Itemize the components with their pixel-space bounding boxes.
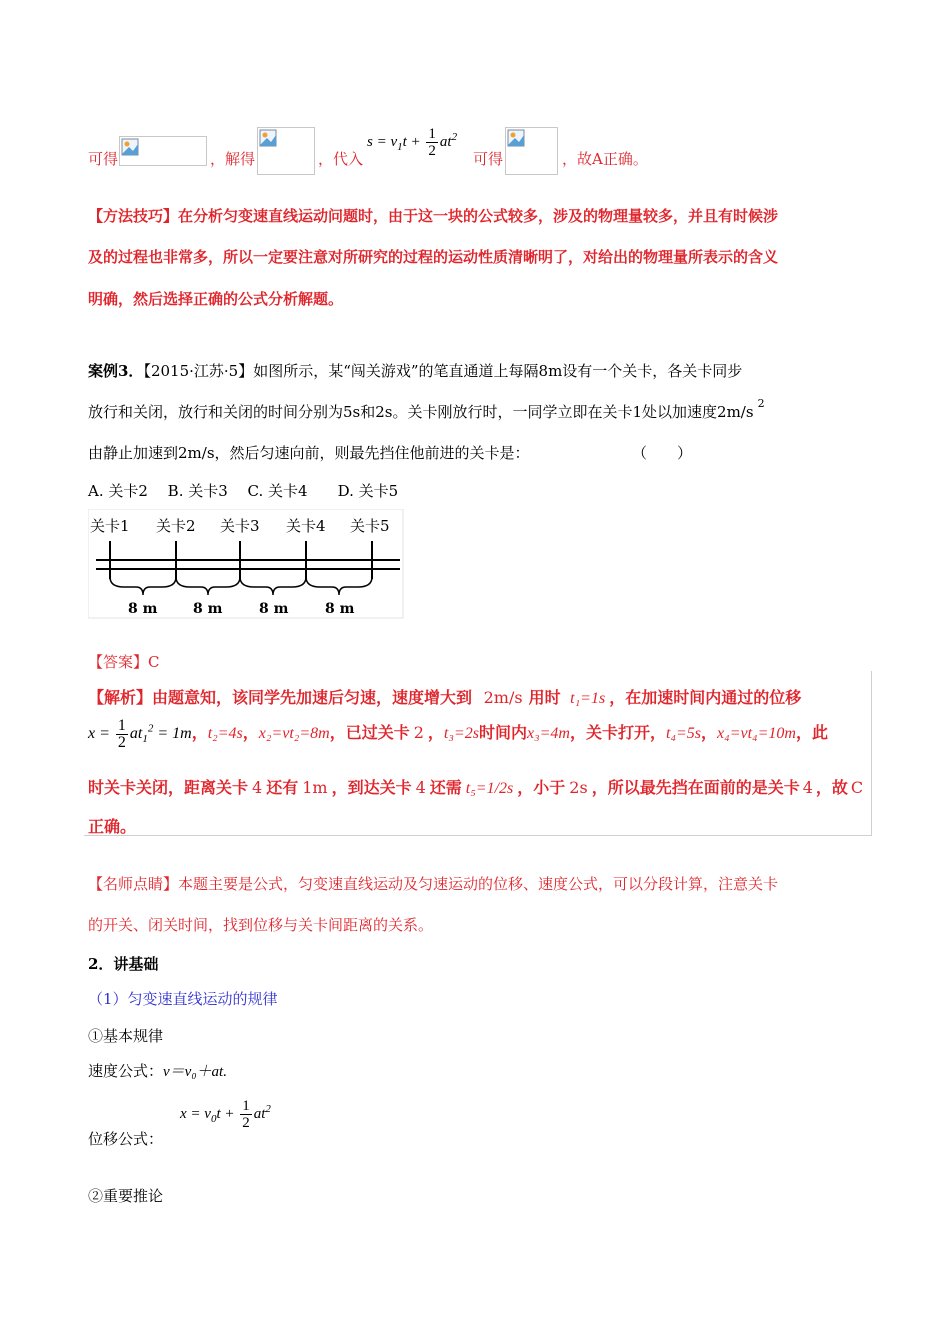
case3-paren: （ ） <box>632 444 693 462</box>
gate-label-4: 关卡4 <box>286 517 326 535</box>
analysis-text: 由题意知，该同学先加速后匀速，速度增大到 <box>152 688 473 707</box>
displacement-formula: $x = v_0t$ + $\frac{1}{2}$ $at^2$ <box>180 1098 271 1131</box>
analysis-text: 时间内 <box>478 723 527 743</box>
case3-options: A. 关卡2 B. 关卡3 C. 关卡4 D. 关卡5 <box>88 482 399 500</box>
method-line-1: 【方法技巧】在分析匀变速直线运动问题时，由于这一块的公式较多，涉及的物理量较多，并且有时候涉 <box>88 207 779 225</box>
gate-label-1: 关卡1 <box>90 517 130 535</box>
analysis-label: 【解析】 <box>88 688 153 707</box>
analysis-value: 4 <box>415 778 426 797</box>
case3-line2-text: 放行和关闭，放行和关闭的时间分别为5s和2s。关卡刚放行时，一同学立即在关卡1处以加速度2m/s <box>88 403 754 421</box>
case3-line-2 <box>88 397 765 422</box>
analysis-line-1 <box>88 685 801 708</box>
segment-label-2: 8 m <box>193 601 223 617</box>
broken-image-1 <box>119 136 207 166</box>
analysis-value: 2 <box>413 723 424 743</box>
top-line-kede2: 可得 <box>473 150 504 168</box>
case3-line-3: 由静止加速到2m/s，然后匀速向前，则最先挡住他前进的关卡是： <box>88 444 530 462</box>
analysis-text: 还需 <box>429 778 462 797</box>
analysis-text: ，在加速时间内通过的位移 <box>609 688 802 707</box>
analysis-text: ， <box>427 723 444 743</box>
velocity-label: 速度公式： <box>88 1062 164 1080</box>
gates-figure <box>88 509 404 619</box>
analysis-text: ，已过关卡 <box>329 723 410 743</box>
analysis-value: t₂=4s <box>207 725 243 743</box>
basics-item1: ①基本规律 <box>88 1027 164 1045</box>
displacement-label: 位移公式： <box>88 1130 164 1148</box>
answer: 【答案】C <box>88 653 160 671</box>
analysis-text: ， <box>242 723 259 743</box>
gate-label-5: 关卡5 <box>350 517 390 535</box>
case3-label: 案例3． <box>88 362 144 380</box>
analysis-value: C <box>850 778 864 797</box>
analysis-value: 2s <box>569 778 588 797</box>
analysis-text: ， <box>701 723 718 743</box>
tip-line-1: 【名师点睛】本题主要是公式，匀变速直线运动及匀速运动的位移、速度公式，可以分段计算，注意关卡 <box>88 875 779 893</box>
analysis-value: x₂=vt₂=8m <box>258 725 330 743</box>
segment-label-1: 8 m <box>128 601 158 617</box>
analysis-text: ，故 <box>815 778 848 797</box>
top-line-suffix: ，故A正确。 <box>562 150 648 168</box>
analysis-text: ，小于 <box>517 778 566 797</box>
analysis-value: 4 <box>252 778 263 797</box>
gate-label-2: 关卡2 <box>156 517 196 535</box>
case3-line-1 <box>88 360 742 381</box>
analysis-text: ，关卡打开， <box>569 723 666 743</box>
top-line-prefix: 可得 <box>88 150 119 168</box>
analysis-line-2 <box>88 718 828 751</box>
analysis-value: t₁=1s <box>570 690 606 707</box>
tip-line-2: 的开关、闭关时间，找到位移与关卡间距离的关系。 <box>88 916 434 934</box>
broken-image-icon <box>259 129 277 147</box>
analysis-text: 时关卡关闭，距离关卡 <box>88 778 249 797</box>
basics-item2: ②重要推论 <box>88 1187 164 1205</box>
top-line-jiede: ，解得 <box>210 150 256 168</box>
basics-heading: 2．讲基础 <box>88 955 159 973</box>
analysis-value: x₃=4m <box>526 725 570 743</box>
analysis-text: ，到达关卡 <box>331 778 412 797</box>
analysis-text: ， <box>191 723 208 743</box>
analysis-text: 用时 <box>528 688 561 707</box>
analysis-value: 1m <box>302 778 328 797</box>
analysis-value: t₄=5s <box>666 725 702 743</box>
segment-label-4: 8 m <box>325 601 355 617</box>
broken-image-2 <box>257 127 315 175</box>
gate-label-3: 关卡3 <box>220 517 260 535</box>
analysis-value: t₃=2s <box>443 725 479 743</box>
formula-s: $s = v_1t$ + $\frac{1}{2}$ $at^2$ <box>367 126 458 159</box>
segment-label-3: 8 m <box>259 601 289 617</box>
case3-line2-sup: 2 <box>757 397 765 410</box>
analysis-line-4: 正确。 <box>88 817 137 836</box>
analysis-line-3 <box>88 775 863 798</box>
broken-image-icon <box>507 129 525 147</box>
broken-image-3 <box>505 127 558 175</box>
analysis-text: ，所以最先挡在面前的是关卡 <box>591 778 800 797</box>
method-line-2: 及的过程也非常多，所以一定要注意对所研究的过程的运动性质清晰明了，对给出的物理量所表示的含义 <box>88 248 779 266</box>
analysis-text: ，此 <box>795 723 828 743</box>
analysis-value: t₅=1/2s <box>465 780 514 797</box>
analysis-text: 还有 <box>266 778 299 797</box>
case3-line1-text: 【2015·江苏·5】如图所示，某“闯关游戏”的笔直通道上每隔8m设有一个关卡，各关卡同步 <box>143 362 743 380</box>
top-line-dairu: ，代入 <box>318 150 364 168</box>
broken-image-icon <box>121 138 139 156</box>
basics-sub1: （1）匀变速直线运动的规律 <box>88 990 278 1008</box>
analysis-value: 2m/s <box>483 688 523 707</box>
velocity-formula: v＝v₀＋at. <box>163 1064 227 1080</box>
velocity-line <box>88 1060 227 1081</box>
analysis-value: 4 <box>802 778 813 797</box>
analysis-value: x₄=vt₄=10m <box>717 725 796 743</box>
analysis-formula-x: x = $\frac{1}{2}$ $at_1^2 = 1m$ <box>88 717 192 751</box>
method-line-3: 明确，然后选择正确的公式分析解题。 <box>88 290 344 308</box>
